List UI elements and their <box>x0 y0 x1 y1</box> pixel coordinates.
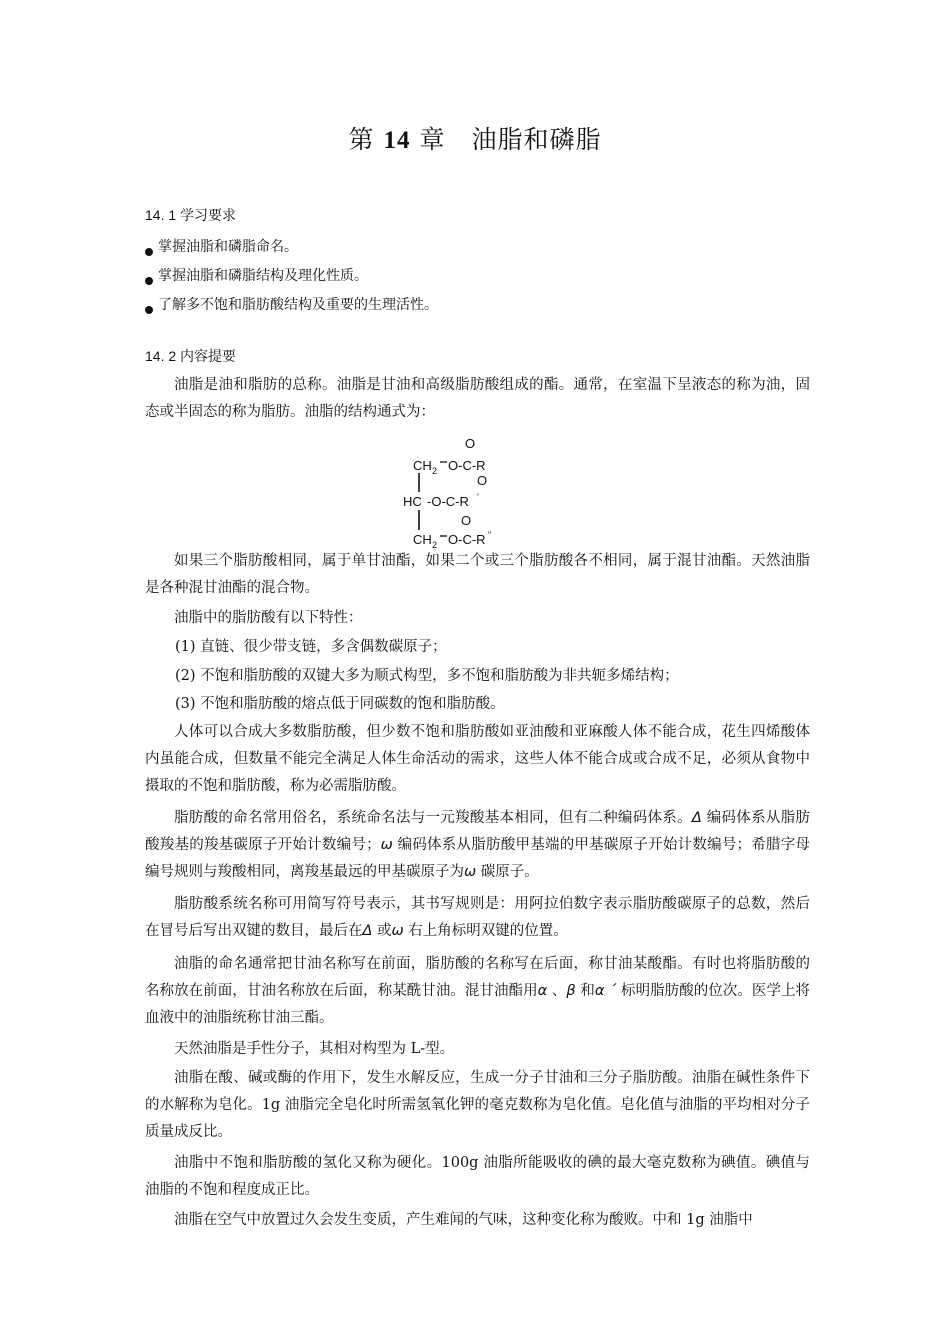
paragraph: 油脂中的脂肪酸有以下特性： <box>174 610 363 626</box>
bullet-text: 了解多不饱和脂肪酸结构及重要的生理活性。 <box>158 297 438 313</box>
formula-text: ' <box>477 492 479 502</box>
paragraph: 如果三个脂肪酸相同，属于单甘油酯，如果二个或三个脂肪酸各不相同，属于混甘油酯。天然油脂是各种混甘油酯的混合物。 <box>145 553 810 596</box>
formula-text: O <box>477 473 488 488</box>
formula-text: " <box>488 530 492 540</box>
bullet-icon <box>145 277 153 285</box>
formula-text: O <box>465 436 476 451</box>
formula-text: CH <box>413 532 432 547</box>
paragraph: 脂肪酸的命名常用俗名，系统命名法与一元羧酸基本相同，但有二种编码体系。Δ 编码体系从脂肪酸羧基的羧基碳原子开始计数编号；ω 编码体系从脂肪酸甲基端的甲基碳原子开始计数编号；希腊字母编号规则与羧酸相同，离羧基最远的甲基碳原子为ω 碳原子。 <box>145 810 811 880</box>
formula-text: -O-C-R <box>427 494 469 509</box>
formula-text: HC <box>403 494 422 509</box>
omega-symbol: ω <box>391 923 404 939</box>
section-heading-2: 14. 2 内容提要 <box>145 348 237 364</box>
paragraph: 脂肪酸系统名称可用简写符号表示，其书写规则是：用阿拉伯数字表示脂肪酸碳原子的总数，然后在冒号后写出双键的数目，最后在Δ 或ω 右上角标明双键的位置。 <box>145 896 810 939</box>
paragraph: 人体可以合成大多数脂肪酸，但少数不饱和脂肪酸如亚油酸和亚麻酸人体不能合成，花生四烯酸体内虽能合成，但数量不能完全满足人体生命活动的需求，这些人体不能合成或合成不足，必须从食物中摄取的不饱和脂肪酸，称为必需脂肪酸。 <box>145 724 810 794</box>
formula-text: O-C-R <box>448 458 486 473</box>
paragraph: 天然油脂是手性分子，其相对构型为 L-型。 <box>174 1041 455 1057</box>
omega-symbol: ω <box>380 837 393 853</box>
bullet-text: 掌握油脂和磷脂结构及理化性质。 <box>158 268 368 284</box>
bullet-text: 掌握油脂和磷脂命名。 <box>158 239 298 255</box>
paragraph: 油脂的命名通常把甘油名称写在前面，脂肪酸的名称写在后面，称甘油某酸酯。有时也将脂肪酸的名称放在前面，甘油名称放在后面，称某酰甘油。混甘油酯用α 、β 和α ˊ 标明脂肪酸的位次。医学上将血液中的油脂统称甘油三酯。 <box>145 956 811 1026</box>
paragraph: 油脂是油和脂肪的总称。油脂是甘油和高级脂肪酸组成的酯。通常，在室温下呈液态的称为油，固态或半固态的称为脂肪。油脂的结构通式为： <box>145 377 810 420</box>
list-item <box>145 233 438 262</box>
title-number: 14 <box>383 127 411 154</box>
title-text: 章 油脂和磷脂 <box>419 125 602 154</box>
section-heading-1: 14. 1 学习要求 <box>145 207 237 223</box>
beta-symbol: β <box>566 983 576 999</box>
paragraph: 油脂在空气中放置过久会发生变质，产生难闻的气味，这种变化称为酸败。中和 1g 油脂中 <box>174 1212 753 1228</box>
list-item: (2) 不饱和脂肪酸的双键大多为顺式构型，多不饱和脂肪酸为非共轭多烯结构； <box>175 668 679 684</box>
chapter-title <box>0 120 950 156</box>
list-item: (3) 不饱和脂肪酸的熔点低于同碳数的饱和脂肪酸。 <box>175 696 505 712</box>
title-prefix: 第 <box>348 125 375 154</box>
bullet-icon <box>145 248 153 256</box>
bullet-icon <box>145 306 153 314</box>
bullet-list <box>145 233 438 320</box>
delta-symbol: Δ <box>691 810 702 826</box>
alpha-prime-symbol: α ˊ <box>594 983 617 999</box>
paragraph: 油脂在酸、碱或酶的作用下，发生水解反应，生成一分子甘油和三分子脂肪酸。油脂在碱性条件下的水解称为皂化。1g 油脂完全皂化时所需氢氧化钾的毫克数称为皂化值。皂化值与油脂的平均相对分子质量成反比。 <box>145 1070 810 1140</box>
formula-text: 2 <box>432 466 438 476</box>
formula-text: CH <box>413 458 432 473</box>
triglyceride-structure-formula <box>395 432 535 552</box>
omega-symbol: ω <box>464 864 477 880</box>
formula-text: O-C-R <box>448 532 486 547</box>
list-item: (1) 直链、很少带支链，多含偶数碳原子； <box>175 639 447 655</box>
list-item <box>145 262 438 291</box>
formula-text: 2 <box>432 540 438 550</box>
formula-text: O <box>461 513 472 528</box>
delta-symbol: Δ <box>362 923 373 939</box>
alpha-symbol: α <box>537 983 548 999</box>
paragraph: 油脂中不饱和脂肪酸的氢化又称为硬化。100g 油脂所能吸收的碘的最大毫克数称为碘值。碘值与油脂的不饱和程度成正比。 <box>145 1155 810 1198</box>
list-item <box>145 291 438 320</box>
